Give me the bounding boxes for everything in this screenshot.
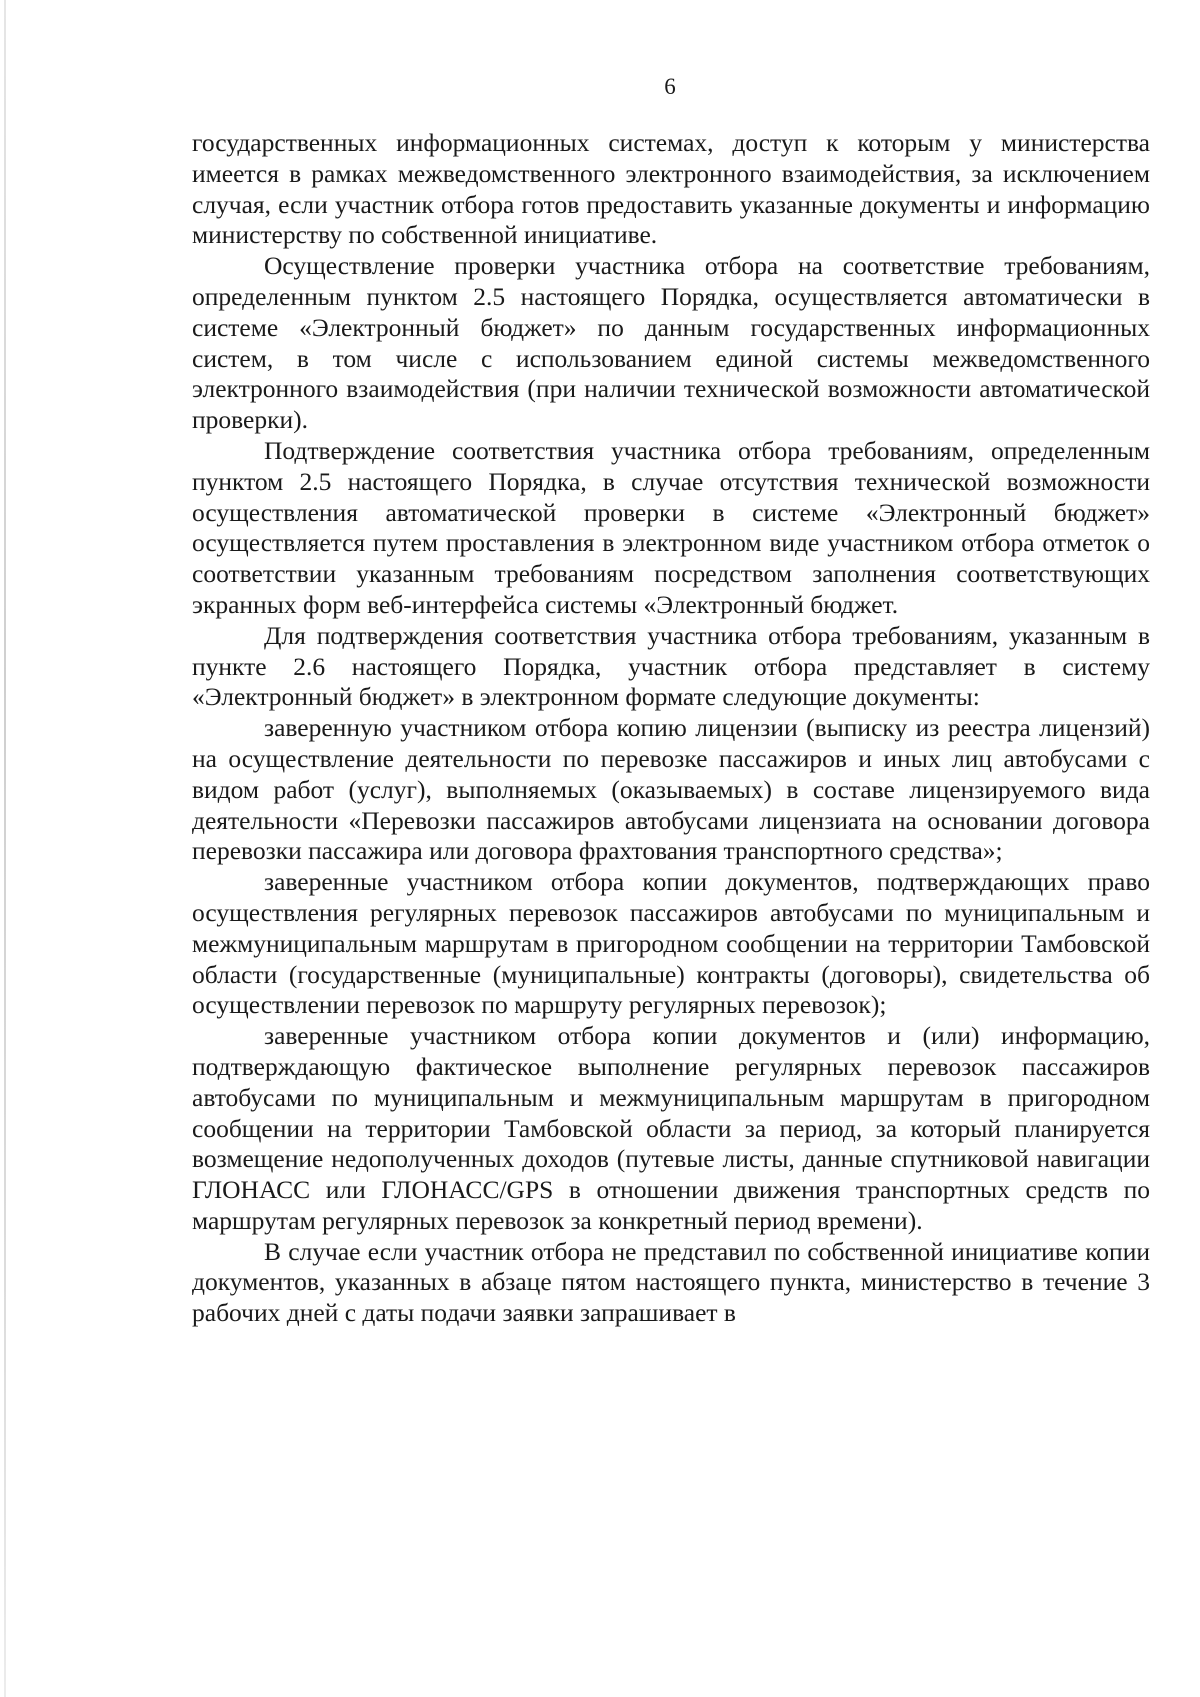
paragraph-documents-intro: Для подтверждения соответствия участника отбора требованиям, указанным в пункте 2.6 настоящего Порядка, участник отбора представляет в систему «Электронный бюджет» в электронном формате следующие документы: xyxy=(192,620,1150,712)
scan-edge xyxy=(4,0,6,1697)
paragraph-license-copy: заверенную участником отбора копию лицензии (выписку из реестра лицензий) на осуществление деятельности по перевозке пассажиров и иных лиц автобусами с видом работ (услуг), выполняемых (оказываемых) в составе лицензируемого вида деятельности «Перевозки пассажиров автобусами лицензиата на основании договора перевозки пассажира или договора фрахтования транспортного средства»; xyxy=(192,713,1150,866)
page-number: 6 xyxy=(664,74,676,99)
paragraph-ministry-request: В случае если участник отбора не представил по собственной инициативе копии документов, указанных в абзаце пятом настоящего пункта, министерство в течение 3 рабочих дней с даты подачи заявки запрашивает в xyxy=(192,1236,1150,1328)
paragraph-confirmation: Подтверждение соответствия участника отбора требованиям, определенным пунктом 2.5 настоящего Порядка, в случае отсутствия технической возможности осуществления автоматической проверки в системе «Электронный бюджет» осуществляется путем проставления в электронном виде участником отбора отметок о соответствии указанным требованиям посредством заполнения соответствующих экранных форм веб-интерфейса системы «Электронный бюджет. xyxy=(192,435,1150,619)
paragraph-actual-performance: заверенные участником отбора копии документов и (или) информацию, подтверждающую фактическое выполнение регулярных перевозок пассажиров автобусами по муниципальным и межмуниципальным маршрутам в пригородном сообщении на территории Тамбовской области за период, за который планируется возмещение недополученных доходов (путевые листы, данные спутниковой навигации ГЛОНАСС или ГЛОНАСС/GPS в отношении движения транспортных средств по маршрутам регулярных перевозок за конкретный период времени). xyxy=(192,1021,1150,1235)
paragraph-transport-rights: заверенные участником отбора копии документов, подтверждающих право осуществления регулярных перевозок пассажиров автобусами по муниципальным и межмуниципальным маршрутам в пригородном сообщении на территории Тамбовской области (государственные (муниципальные) контракты (договоры), свидетельства об осуществлении перевозок по маршруту регулярных перевозок); xyxy=(192,867,1150,1020)
paragraph-continuation: государственных информационных системах, доступ к которым у министерства имеется в рамках межведомственного электронного взаимодействия, за исключением случая, если участник отбора готов предоставить указанные документы и информацию министерству по собственной инициативе. xyxy=(192,128,1150,250)
paragraph-automatic-check: Осуществление проверки участника отбора на соответствие требованиям, определенным пунктом 2.5 настоящего Порядка, осуществляется автоматически в системе «Электронный бюджет» по данным государственных информационных систем, в том числе с использованием единой системы межведомственного электронного взаимодействия (при наличии технической возможности автоматической проверки). xyxy=(192,251,1150,435)
document-body xyxy=(192,128,1150,1329)
